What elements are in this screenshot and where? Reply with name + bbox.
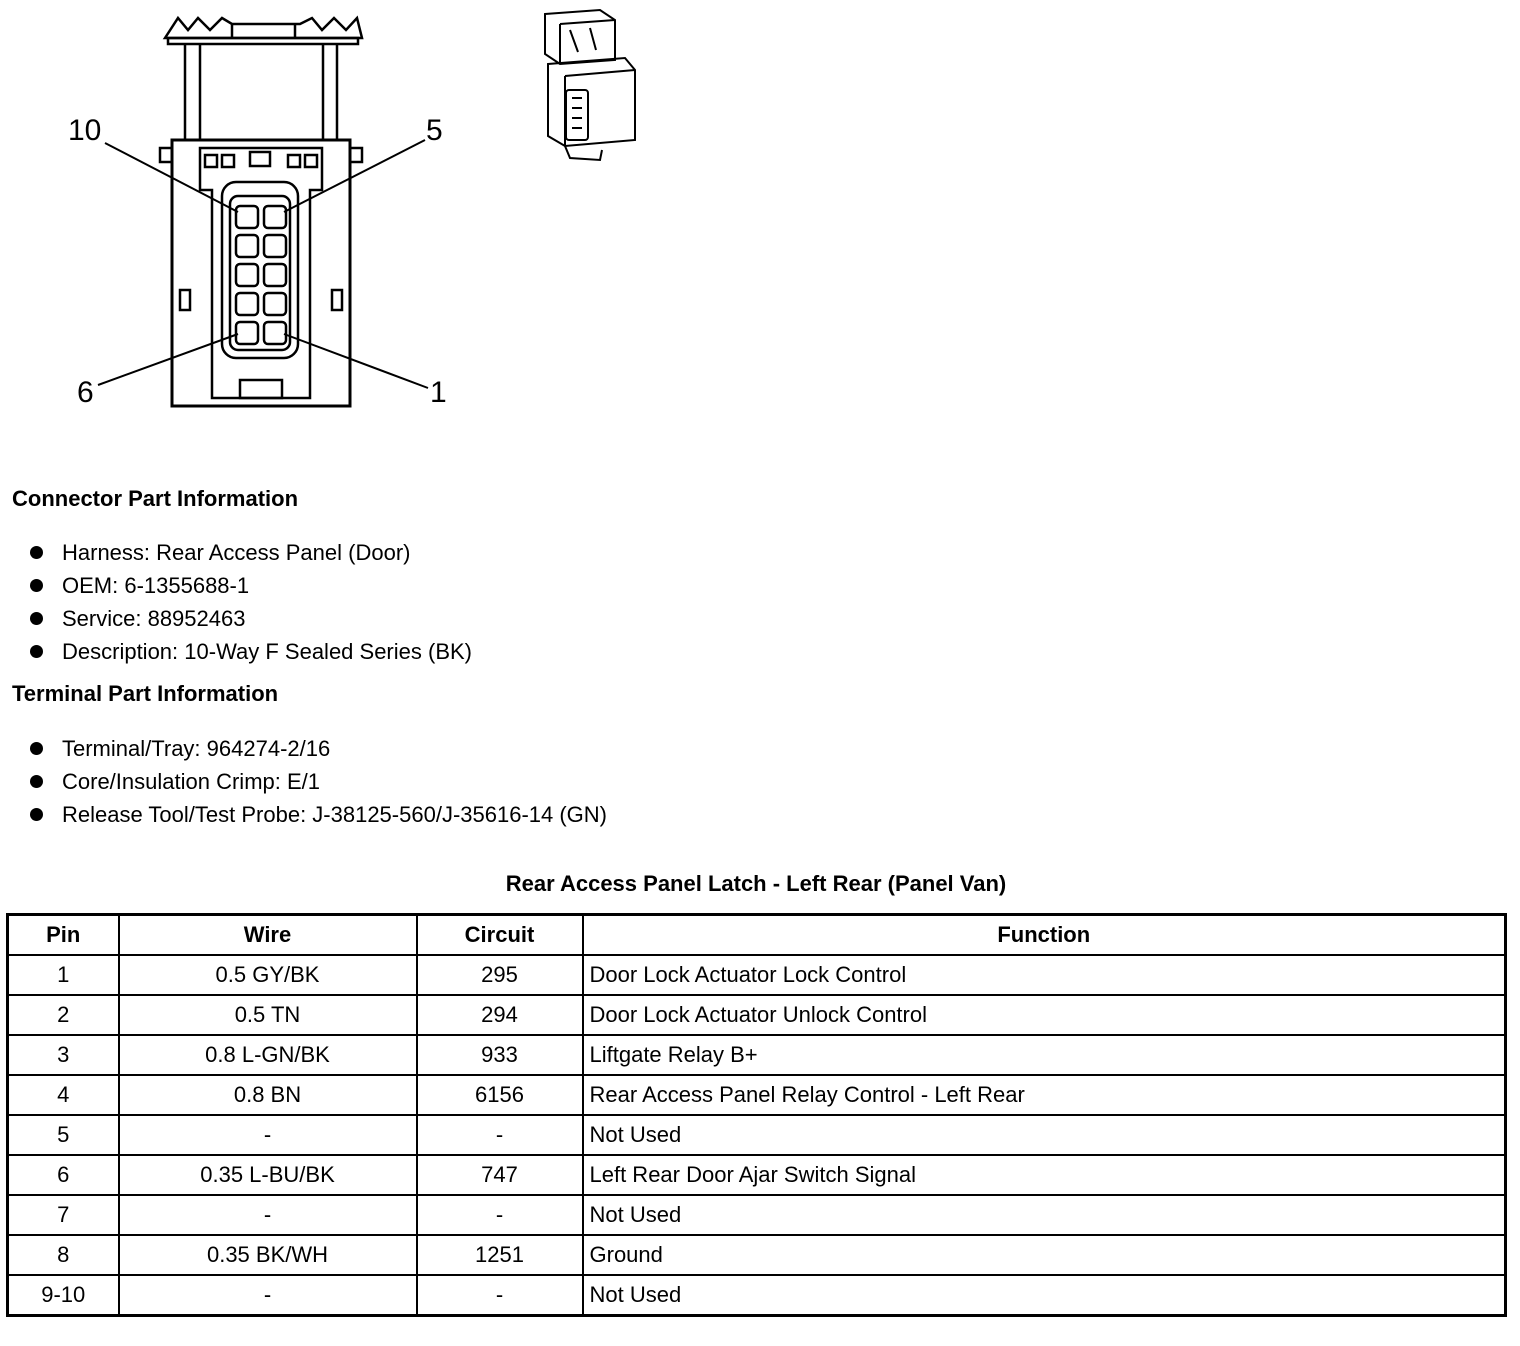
cell-pin: 3: [8, 1035, 119, 1075]
cell-pin: 7: [8, 1195, 119, 1235]
table-row: [8, 1235, 1506, 1275]
table-row: [8, 1155, 1506, 1195]
cell-circuit: -: [417, 1195, 583, 1235]
connector-info-list: [28, 536, 472, 668]
cell-wire: 0.5 TN: [119, 995, 417, 1035]
list-item: Harness: Rear Access Panel (Door): [28, 536, 472, 569]
header-circuit: Circuit: [417, 915, 583, 956]
header-pin: Pin: [8, 915, 119, 956]
cell-circuit: -: [417, 1115, 583, 1155]
cell-circuit: 747: [417, 1155, 583, 1195]
cell-circuit: 933: [417, 1035, 583, 1075]
terminal-info-title: Terminal Part Information: [12, 681, 279, 706]
list-item: Service: 88952463: [28, 602, 472, 635]
cell-wire: 0.35 L-BU/BK: [119, 1155, 417, 1195]
cell-pin: 8: [8, 1235, 119, 1275]
table-row: [8, 995, 1506, 1035]
pinout-table: [6, 913, 1507, 1317]
table-header-row: [8, 915, 1506, 956]
cell-circuit: 6156: [417, 1075, 583, 1115]
cell-pin: 2: [8, 995, 119, 1035]
table-row: [8, 1195, 1506, 1235]
pin-callout-10: 10: [68, 114, 102, 147]
cell-function: Not Used: [583, 1195, 1506, 1235]
pin-callout-5: 5: [426, 114, 443, 147]
cell-pin: 4: [8, 1075, 119, 1115]
cell-function: Not Used: [583, 1275, 1506, 1316]
cell-circuit: 1251: [417, 1235, 583, 1275]
list-item: OEM: 6-1355688-1: [28, 569, 472, 602]
terminal-info-list: [28, 732, 607, 831]
header-function: Function: [583, 915, 1506, 956]
cell-wire: 0.35 BK/WH: [119, 1235, 417, 1275]
pin-callout-1: 1: [430, 376, 447, 409]
cell-wire: 0.8 L-GN/BK: [119, 1035, 417, 1075]
table-title: Rear Access Panel Latch - Left Rear (Panel Van): [505, 871, 1007, 896]
list-item: Terminal/Tray: 964274-2/16: [28, 732, 607, 765]
cell-function: Liftgate Relay B+: [583, 1035, 1506, 1075]
connector-isometric-icon: [545, 10, 635, 160]
cell-wire: -: [119, 1275, 417, 1316]
list-item: Release Tool/Test Probe: J-38125-560/J-35616-14 (GN): [28, 798, 607, 831]
table-row: [8, 1075, 1506, 1115]
cell-function: Door Lock Actuator Lock Control: [583, 955, 1506, 995]
cell-pin: 9-10: [8, 1275, 119, 1316]
cell-wire: -: [119, 1195, 417, 1235]
cell-function: Door Lock Actuator Unlock Control: [583, 995, 1506, 1035]
cell-wire: 0.5 GY/BK: [119, 955, 417, 995]
cell-function: Ground: [583, 1235, 1506, 1275]
cell-wire: 0.8 BN: [119, 1075, 417, 1115]
cell-pin: 1: [8, 955, 119, 995]
cell-pin: 6: [8, 1155, 119, 1195]
table-row: [8, 955, 1506, 995]
cell-circuit: 294: [417, 995, 583, 1035]
table-row: [8, 1115, 1506, 1155]
list-item: Core/Insulation Crimp: E/1: [28, 765, 607, 798]
cell-function: Not Used: [583, 1115, 1506, 1155]
cell-pin: 5: [8, 1115, 119, 1155]
list-item: Description: 10-Way F Sealed Series (BK): [28, 635, 472, 668]
pin-callout-6: 6: [77, 376, 94, 409]
cell-wire: -: [119, 1115, 417, 1155]
header-wire: Wire: [119, 915, 417, 956]
table-row: [8, 1275, 1506, 1316]
cell-circuit: -: [417, 1275, 583, 1316]
table-row: [8, 1035, 1506, 1075]
cell-circuit: 295: [417, 955, 583, 995]
connector-info-title: Connector Part Information: [12, 486, 299, 511]
connector-face-diagram: [0, 0, 700, 440]
cell-function: Left Rear Door Ajar Switch Signal: [583, 1155, 1506, 1195]
cell-function: Rear Access Panel Relay Control - Left Rear: [583, 1075, 1506, 1115]
